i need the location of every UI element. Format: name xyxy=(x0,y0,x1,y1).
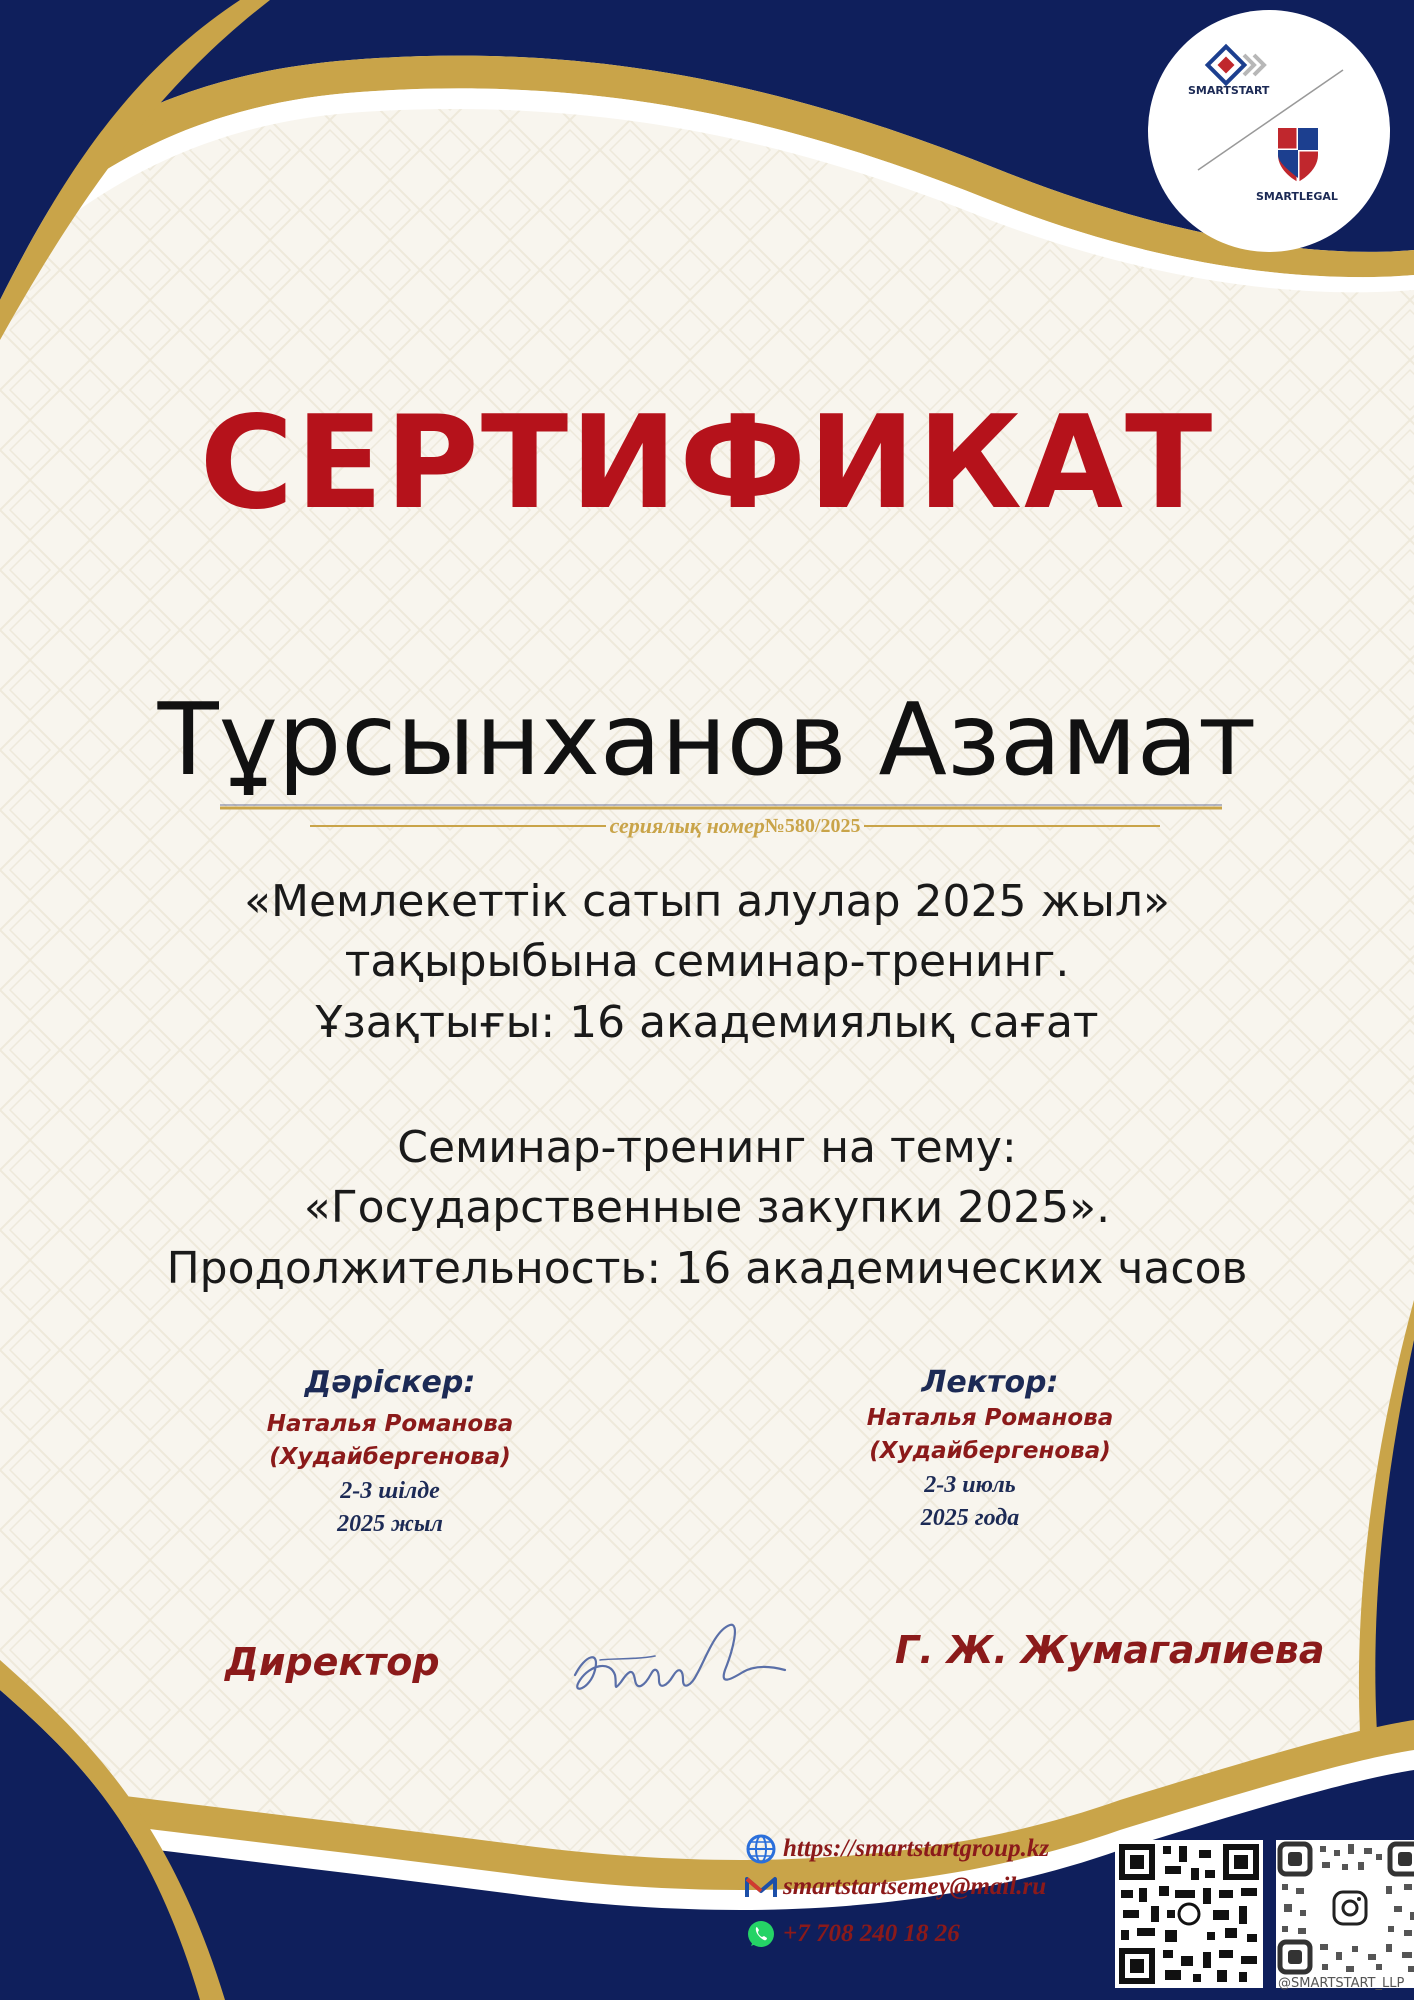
lecturer-kz-date: 2-3 шілде xyxy=(340,1477,440,1504)
kazakh-description xyxy=(60,872,1354,1053)
lecturer-ru-year: 2025 года xyxy=(920,1505,1020,1532)
globe-icon xyxy=(745,1833,777,1865)
instagram-icon xyxy=(1334,1892,1366,1924)
ru-line-2: «Государственные закупки 2025». xyxy=(303,1182,1111,1234)
lecturer-ru-date: 2-3 июль xyxy=(924,1471,1016,1498)
qr-code-website-graphic xyxy=(1115,1840,1263,1988)
director-name: Г. Ж. Жумагалиева xyxy=(895,1628,1325,1672)
lecturer-ru-block xyxy=(790,1365,1190,1536)
email-link[interactable]: smartstartsemey@mail.ru xyxy=(783,1873,1047,1900)
contact-website[interactable] xyxy=(745,1833,1049,1865)
serial-number: №580/2025 xyxy=(764,814,861,837)
serial-line-left xyxy=(310,825,606,827)
phone-number[interactable]: +7 708 240 18 26 xyxy=(783,1920,960,1947)
ru-line-1: Семинар-тренинг на тему: xyxy=(397,1122,1017,1173)
lecturer-ru-heading: Лектор: xyxy=(921,1365,1059,1400)
director-signature xyxy=(555,1600,805,1720)
lecturer-ru-name-alt: (Худайбергенова) xyxy=(869,1438,1111,1465)
lecturer-kz-year: 2025 жыл xyxy=(337,1511,443,1538)
smartstart-logo xyxy=(1208,47,1264,84)
serial-label: сериялық номер xyxy=(609,813,765,838)
qr-code-website[interactable] xyxy=(1115,1840,1263,1988)
kz-line-2: тақырыбына семинар-тренинг. xyxy=(344,936,1070,988)
russian-description xyxy=(60,1118,1354,1299)
mail-icon xyxy=(745,1873,777,1901)
lecturer-kz-heading: Дәріскер: xyxy=(304,1365,476,1400)
qr-code-instagram[interactable] xyxy=(1276,1840,1414,1988)
qr-caption: @SMARTSTART_LLP xyxy=(1278,1976,1405,1991)
qr-code-instagram-graphic xyxy=(1276,1840,1414,1976)
whatsapp-icon xyxy=(745,1918,777,1950)
smartstart-label: SMARTSTART xyxy=(1188,84,1270,97)
ru-line-3: Продолжительность: 16 академических часов xyxy=(166,1242,1248,1294)
serial-number-row xyxy=(310,812,1160,840)
contact-phone[interactable] xyxy=(745,1918,960,1950)
kz-line-3: Ұзақтығы: 16 академиялық сағат xyxy=(315,996,1099,1048)
recipient-name: Тұрсынханов Азамат xyxy=(157,681,1257,798)
lecturer-kz-block xyxy=(190,1365,590,1542)
lecturer-ru-name: Наталья Романова xyxy=(866,1405,1114,1431)
contact-email[interactable] xyxy=(745,1873,1046,1901)
director-label: Директор xyxy=(225,1640,440,1684)
serial-line-right xyxy=(864,825,1160,827)
lecturer-kz-name: Наталья Романова xyxy=(266,1411,514,1437)
website-link[interactable]: https://smartstartgroup.kz xyxy=(783,1835,1050,1862)
kz-line-1: «Мемлекеттік сатып алулар 2025 жыл» xyxy=(244,876,1170,927)
certificate-title: СЕРТИФИКАТ xyxy=(199,389,1215,538)
logo-badge xyxy=(1148,10,1390,252)
logo-divider xyxy=(1148,10,1390,252)
smartlegal-label: SMARTLEGAL xyxy=(1256,190,1338,203)
lecturer-kz-name-alt: (Худайбергенова) xyxy=(269,1444,511,1471)
smartlegal-shield-icon xyxy=(1278,128,1318,182)
